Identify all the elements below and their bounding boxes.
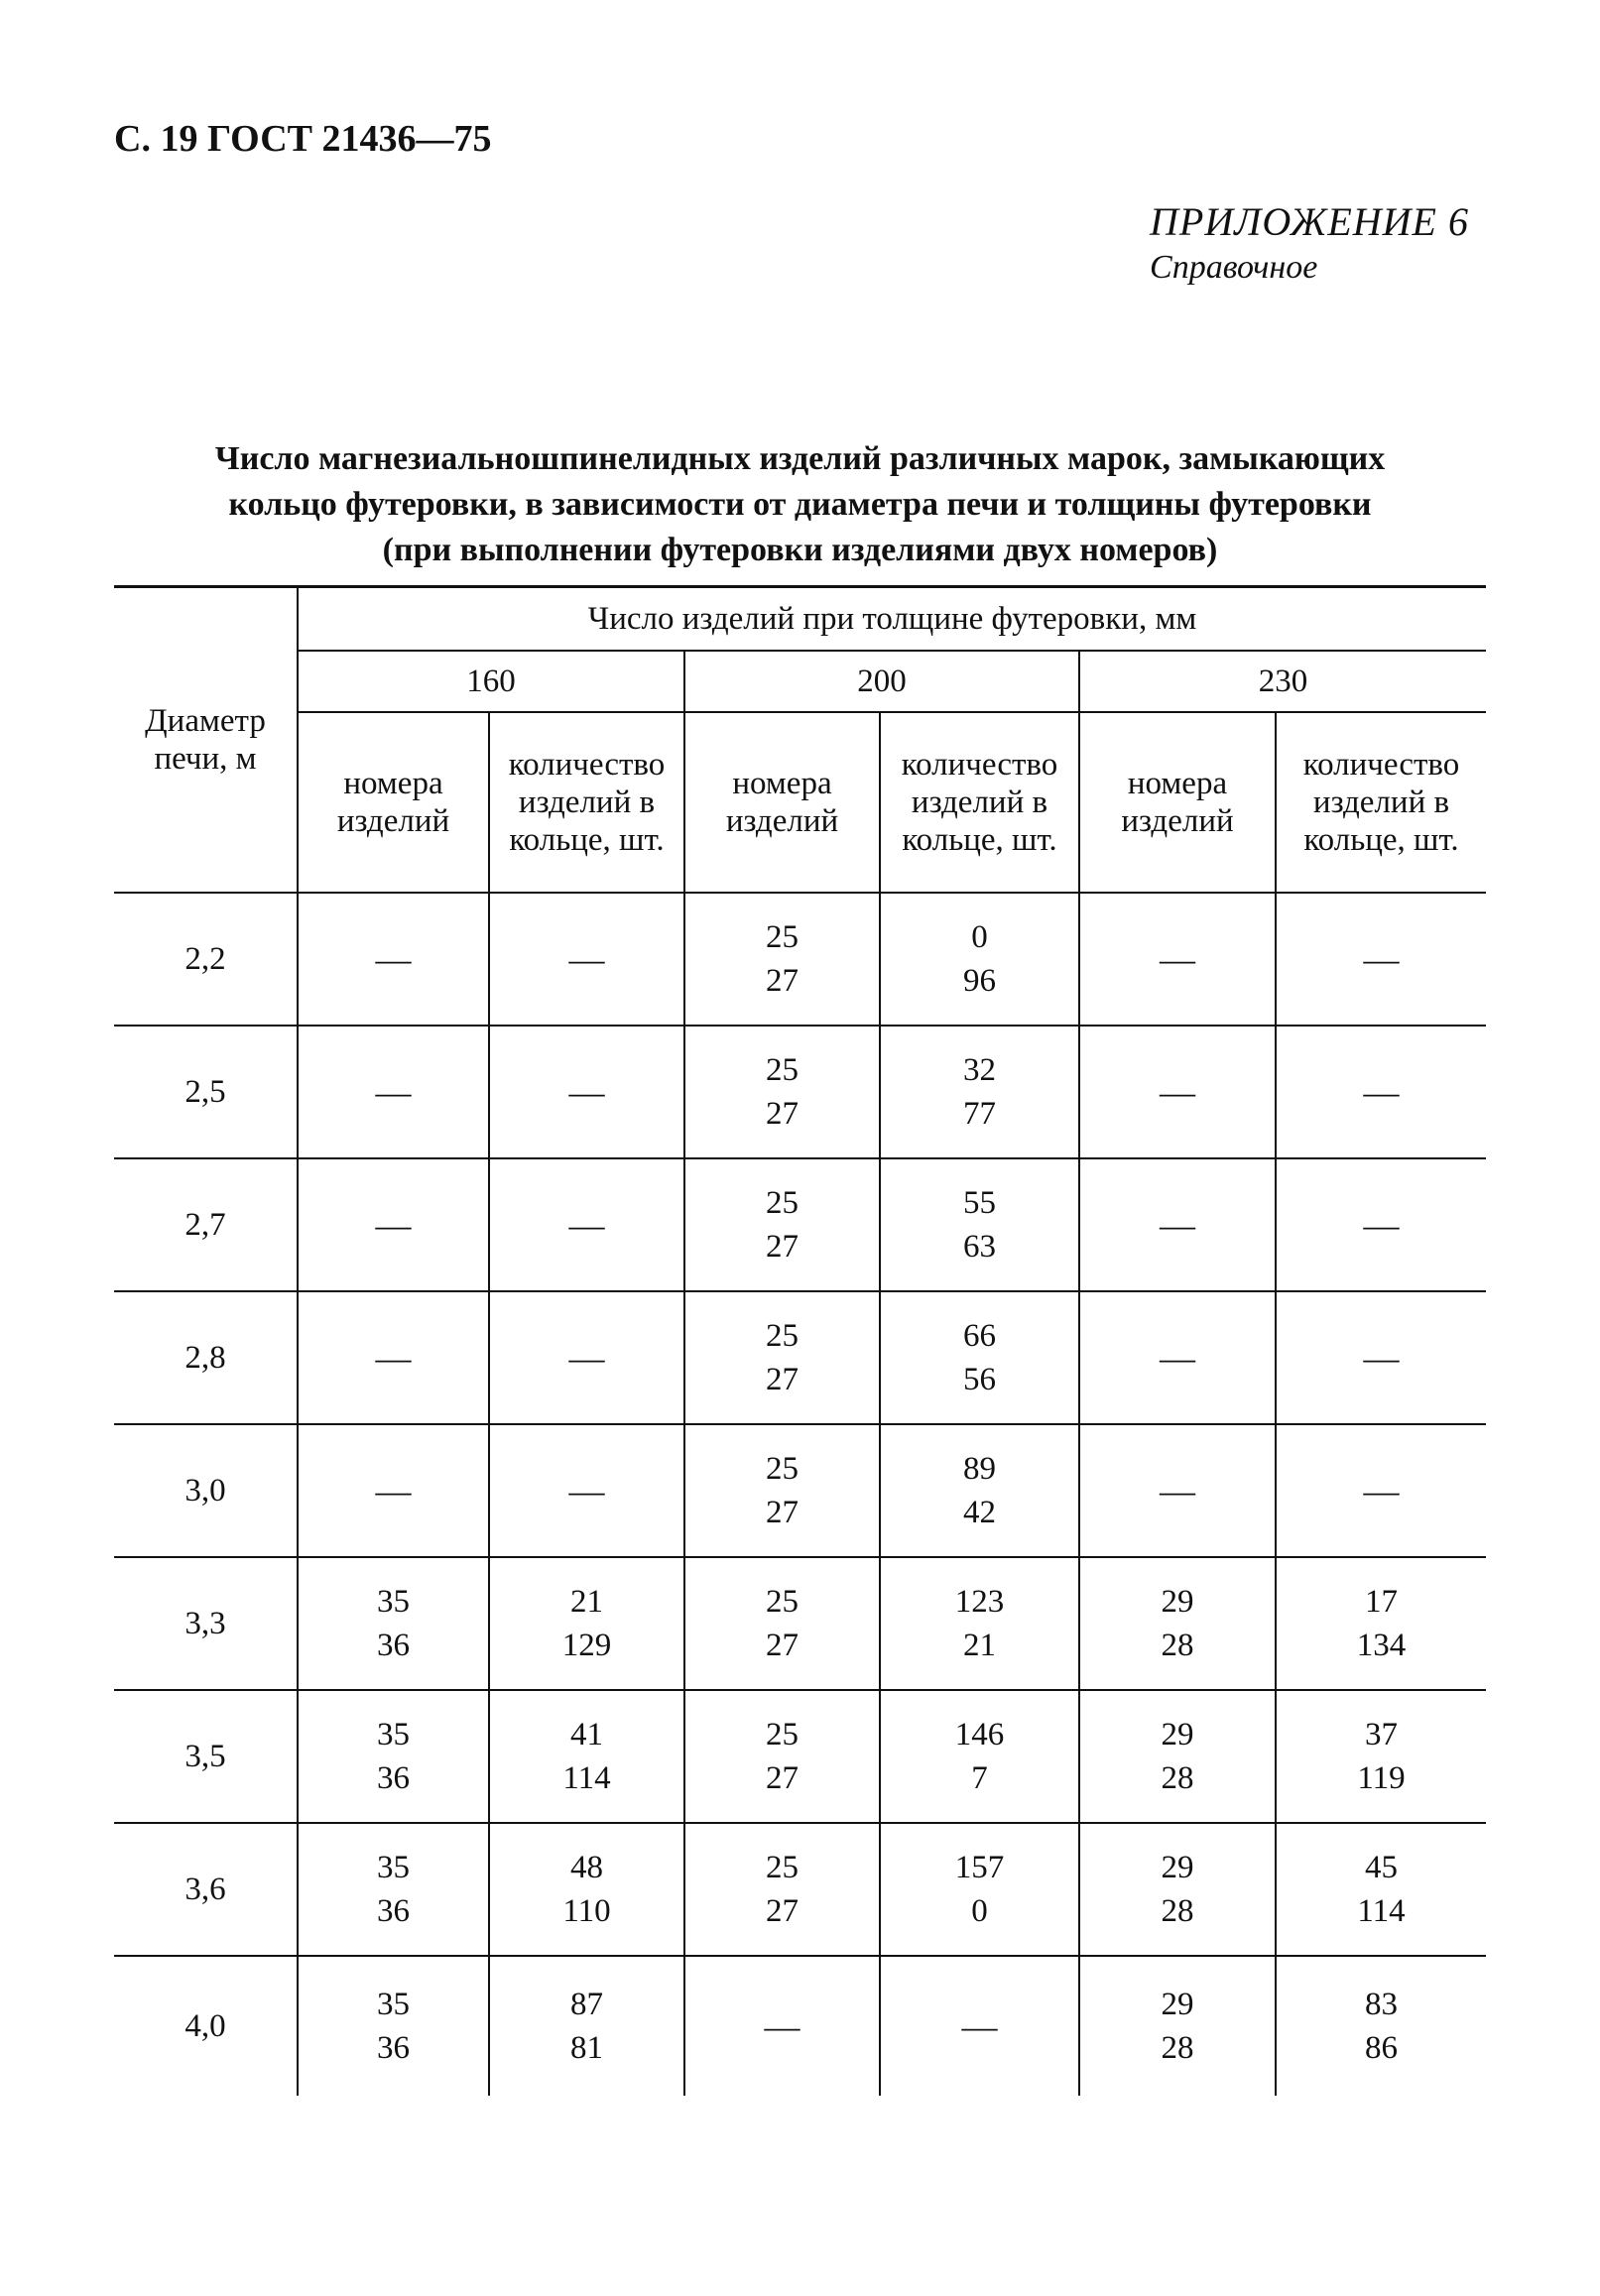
cell-value: 25 [766, 1317, 799, 1354]
table-row [114, 1026, 1486, 1158]
product-count-cell [880, 1690, 1079, 1823]
cell-value: 28 [1161, 2029, 1194, 2066]
cell-value: 87 [570, 1986, 603, 2022]
cell-value: 35 [377, 1583, 410, 1620]
cell-value: 17 [1365, 1583, 1398, 1620]
cell-value: — [1363, 1337, 1400, 1378]
subheader-numbers: номера изделий [298, 712, 489, 893]
diameter-cell: 2,5 [114, 1026, 298, 1158]
table-row [114, 1956, 1486, 2096]
product-count-cell [880, 1956, 1079, 2096]
cell-value: 83 [1365, 1986, 1398, 2022]
product-numbers-cell [298, 1158, 489, 1291]
cell-value: 25 [766, 1184, 799, 1221]
cell-value: — [1363, 1470, 1400, 1511]
product-count-cell [880, 1424, 1079, 1557]
product-count-cell [1276, 1026, 1486, 1158]
cell-value: — [375, 938, 412, 979]
product-count-cell [489, 1823, 684, 1956]
cell-value: 42 [963, 1494, 996, 1530]
product-count-cell [1276, 1823, 1486, 1956]
product-count-cell [489, 1026, 684, 1158]
cell-value: — [1160, 1337, 1195, 1378]
product-numbers-cell [1079, 1424, 1276, 1557]
product-numbers-cell [684, 1557, 880, 1690]
product-count-cell [880, 1026, 1079, 1158]
product-count-cell [489, 1956, 684, 2096]
cell-value: 28 [1161, 1627, 1194, 1663]
caption-line: Число магнезиальношпинелидных изделий различных марок, замыкающих [214, 440, 1386, 477]
cell-value: 32 [963, 1051, 996, 1088]
product-count-cell [489, 1158, 684, 1291]
caption-line: кольцо футеровки, в зависимости от диаметра печи и толщины футеровки [228, 486, 1372, 523]
product-count-cell [1276, 1956, 1486, 2096]
cell-value: 28 [1161, 1892, 1194, 1929]
product-numbers-cell [1079, 1291, 1276, 1424]
cell-value: 25 [766, 1450, 799, 1487]
cell-value: — [764, 2005, 800, 2046]
cell-value: 27 [766, 1228, 799, 1265]
product-count-cell [489, 1424, 684, 1557]
cell-value: 27 [766, 1095, 799, 1132]
diameter-cell: 3,3 [114, 1557, 298, 1690]
subheader-count: количество изделий в кольце, шт. [489, 712, 684, 893]
cell-value: 21 [570, 1583, 603, 1620]
product-count-cell [880, 1291, 1079, 1424]
product-count-cell [880, 1823, 1079, 1956]
cell-value: 146 [954, 1716, 1005, 1752]
cell-value: — [375, 1204, 412, 1245]
thickness-header: 200 [684, 651, 1079, 712]
product-numbers-cell [684, 893, 880, 1026]
diameter-cell: 2,8 [114, 1291, 298, 1424]
cell-value: — [1160, 1470, 1195, 1511]
product-numbers-cell [298, 1026, 489, 1158]
cell-value: 66 [963, 1317, 996, 1354]
product-count-cell [1276, 1291, 1486, 1424]
cell-value: 35 [377, 1986, 410, 2022]
product-numbers-cell [684, 1690, 880, 1823]
cell-value: 27 [766, 1627, 799, 1663]
cell-value: 119 [1357, 1759, 1406, 1796]
product-count-cell [1276, 1557, 1486, 1690]
product-numbers-cell [1079, 1823, 1276, 1956]
product-count-cell [880, 893, 1079, 1026]
product-count-cell [1276, 1690, 1486, 1823]
product-numbers-cell [684, 1026, 880, 1158]
cell-value: 41 [570, 1716, 603, 1752]
table-row [114, 1823, 1486, 1956]
product-numbers-cell [298, 893, 489, 1026]
table-row [114, 1158, 1486, 1291]
cell-value: 63 [963, 1228, 996, 1265]
diameter-cell: 2,7 [114, 1158, 298, 1291]
appendix-subtitle: Справочное [1150, 249, 1318, 286]
cell-value: 86 [1365, 2029, 1398, 2066]
cell-value: — [375, 1337, 412, 1378]
product-numbers-cell [1079, 893, 1276, 1026]
cell-value: — [1363, 938, 1400, 979]
diameter-cell: 2,2 [114, 893, 298, 1026]
cell-value: — [375, 1470, 412, 1511]
cell-value: 21 [963, 1627, 996, 1663]
product-count-cell [489, 893, 684, 1026]
product-numbers-cell [298, 1557, 489, 1690]
cell-value: 45 [1365, 1849, 1398, 1885]
product-numbers-cell [298, 1956, 489, 2096]
page-header: С. 19 ГОСТ 21436—75 [114, 118, 492, 160]
cell-value: 7 [971, 1759, 988, 1796]
product-numbers-cell [1079, 1026, 1276, 1158]
table-caption [114, 436, 1486, 573]
cell-value: — [568, 1337, 605, 1378]
col-header-group: Число изделий при толщине футеровки, мм [298, 587, 1486, 651]
cell-value: 28 [1161, 1759, 1194, 1796]
subheader-numbers: номера изделий [684, 712, 880, 893]
cell-value: 27 [766, 1361, 799, 1397]
cell-value: — [1160, 1071, 1195, 1112]
subheader-count: количество изделий в кольце, шт. [880, 712, 1079, 893]
cell-value: 27 [766, 962, 799, 999]
table-row [114, 893, 1486, 1026]
product-numbers-cell [684, 1956, 880, 2096]
product-count-cell [489, 1690, 684, 1823]
col-header-diameter: Диаметр печи, м [114, 587, 298, 893]
cell-value: 29 [1161, 1583, 1194, 1620]
cell-value: — [1160, 938, 1195, 979]
table-row [114, 1557, 1486, 1690]
cell-value: 29 [1161, 1986, 1194, 2022]
cell-value: 81 [570, 2029, 603, 2066]
cell-value: 25 [766, 1716, 799, 1752]
cell-value: — [568, 938, 605, 979]
subheader-numbers: номера изделий [1079, 712, 1276, 893]
cell-value: 96 [963, 962, 996, 999]
product-numbers-cell [298, 1424, 489, 1557]
cell-value: 114 [1357, 1892, 1406, 1929]
thickness-header: 230 [1079, 651, 1486, 712]
product-numbers-cell [1079, 1557, 1276, 1690]
product-numbers-cell [298, 1291, 489, 1424]
cell-value: 56 [963, 1361, 996, 1397]
cell-value: 27 [766, 1892, 799, 1929]
cell-value: 36 [377, 2029, 410, 2066]
subheader-count: количество изделий в кольце, шт. [1276, 712, 1486, 893]
cell-value: 29 [1161, 1849, 1194, 1885]
diameter-cell: 3,5 [114, 1690, 298, 1823]
cell-value: 25 [766, 1051, 799, 1088]
cell-value: 134 [1356, 1627, 1407, 1663]
product-numbers-cell [684, 1823, 880, 1956]
diameter-cell: 4,0 [185, 2007, 226, 2044]
cell-value: — [568, 1204, 605, 1245]
diameter-cell: 3,6 [114, 1823, 298, 1956]
cell-value: 48 [570, 1849, 603, 1885]
cell-value: 114 [562, 1759, 611, 1796]
cell-value: — [1363, 1071, 1400, 1112]
cell-value: 36 [377, 1627, 410, 1663]
cell-value: 25 [766, 1583, 799, 1620]
data-table [114, 585, 1486, 2096]
product-count-cell [489, 1557, 684, 1690]
table-body [114, 893, 1486, 2096]
cell-value: 29 [1161, 1716, 1194, 1752]
product-count-cell [1276, 893, 1486, 1026]
cell-value: 27 [766, 1494, 799, 1530]
cell-value: 36 [377, 1759, 410, 1796]
product-count-cell [880, 1557, 1079, 1690]
cell-value: — [1160, 1204, 1195, 1245]
product-count-cell [1276, 1158, 1486, 1291]
product-numbers-cell [1079, 1956, 1276, 2096]
cell-value: 35 [377, 1716, 410, 1752]
cell-value: 77 [963, 1095, 996, 1132]
cell-value: 35 [377, 1849, 410, 1885]
cell-value: — [568, 1470, 605, 1511]
cell-value: 129 [561, 1627, 612, 1663]
cell-value: 89 [963, 1450, 996, 1487]
table-row [114, 1291, 1486, 1424]
product-count-cell [880, 1158, 1079, 1291]
product-numbers-cell [298, 1823, 489, 1956]
cell-value: 27 [766, 1759, 799, 1796]
product-count-cell [489, 1291, 684, 1424]
product-numbers-cell [684, 1424, 880, 1557]
caption-line: (при выполнении футеровки изделиями двух номеров) [382, 532, 1218, 568]
cell-value: 110 [562, 1892, 611, 1929]
thickness-header: 160 [298, 651, 684, 712]
diameter-cell: 3,0 [114, 1424, 298, 1557]
product-numbers-cell [1079, 1158, 1276, 1291]
cell-value: 157 [954, 1849, 1005, 1885]
cell-value: 0 [971, 1892, 988, 1929]
product-numbers-cell [684, 1291, 880, 1424]
appendix-label [1150, 198, 1469, 287]
table-row [114, 1690, 1486, 1823]
cell-value: 25 [766, 918, 799, 955]
cell-value: 37 [1365, 1716, 1398, 1752]
cell-value: — [568, 1071, 605, 1112]
cell-value: — [375, 1071, 412, 1112]
product-numbers-cell [298, 1690, 489, 1823]
cell-value: — [961, 2005, 998, 2046]
cell-value: — [1363, 1204, 1400, 1245]
cell-value: 123 [954, 1583, 1005, 1620]
cell-value: 25 [766, 1849, 799, 1885]
product-count-cell [1276, 1424, 1486, 1557]
table-row [114, 1424, 1486, 1557]
cell-value: 36 [377, 1892, 410, 1929]
product-numbers-cell [684, 1158, 880, 1291]
cell-value: 55 [963, 1184, 996, 1221]
product-numbers-cell [1079, 1690, 1276, 1823]
appendix-title: ПРИЛОЖЕНИЕ 6 [1150, 199, 1469, 244]
cell-value: 0 [971, 918, 988, 955]
